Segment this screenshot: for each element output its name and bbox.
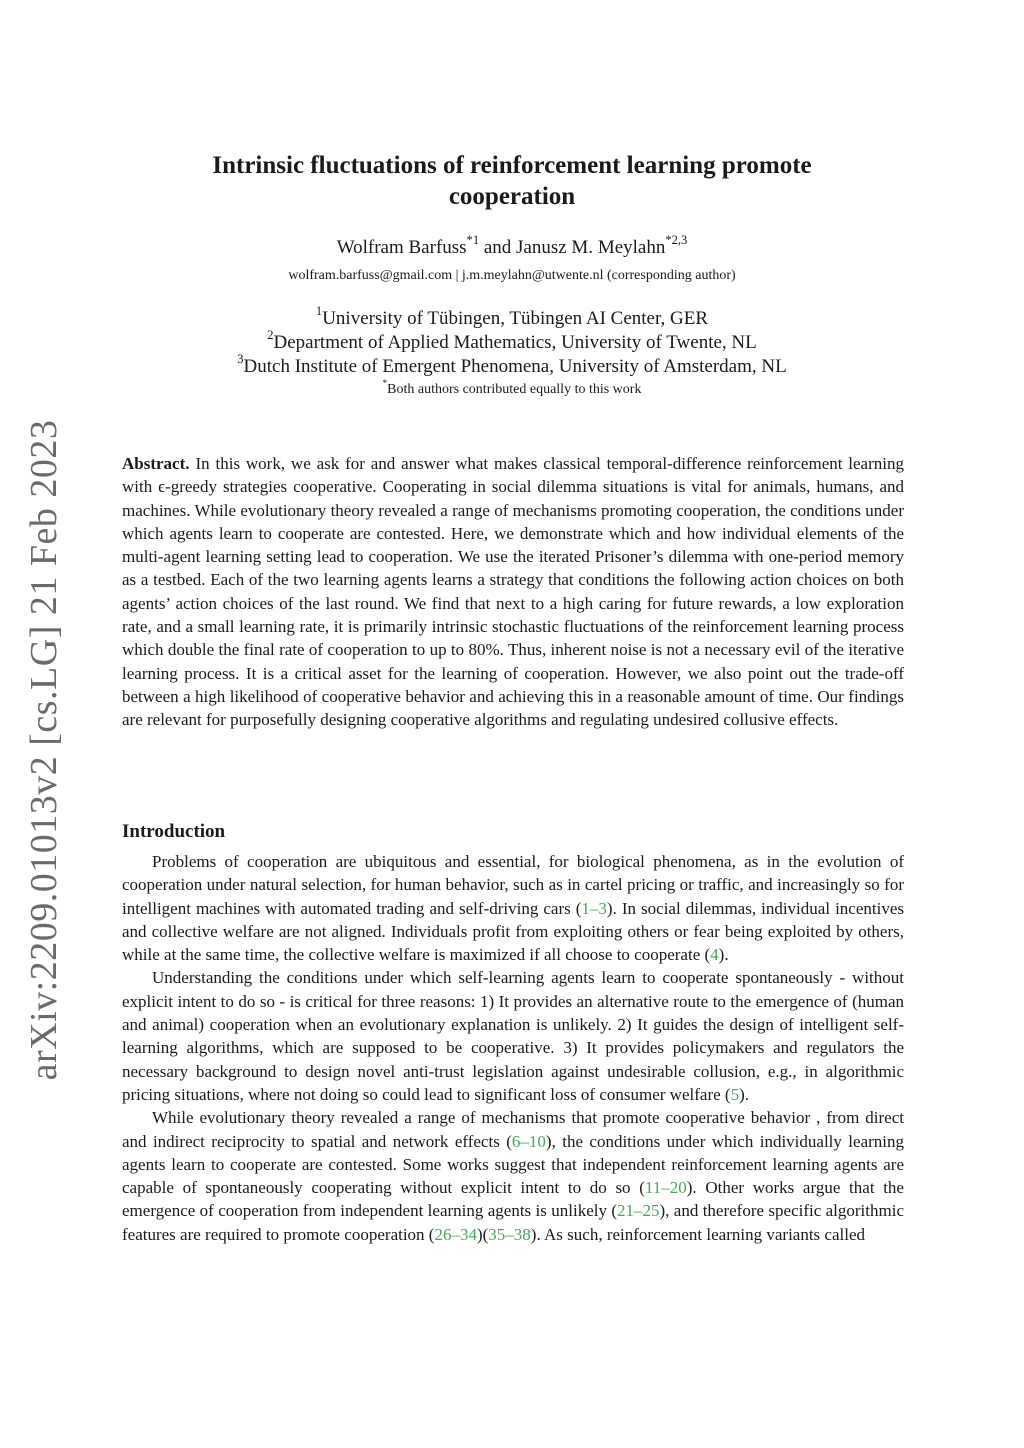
paragraph [122, 850, 904, 966]
author-superscript: *1 [466, 233, 480, 248]
citation-link[interactable]: 4 [710, 945, 719, 965]
affiliation [122, 304, 902, 331]
affiliation-text: Dutch Institute of Emergent Phenomena, University of Amsterdam, NL [243, 356, 787, 377]
citation-link[interactable]: 6–10 [511, 1131, 546, 1151]
title-line-2: cooperation [448, 183, 576, 210]
equal-contribution-text: Both authors contributed equally to this work [387, 382, 642, 397]
citation-link[interactable]: 5 [730, 1084, 740, 1104]
arxiv-sidebar [0, 0, 90, 1448]
paragraph-text: ). As such, reinforcement learning variants called [530, 1224, 866, 1244]
section-heading-introduction: Introduction [122, 821, 226, 842]
affiliation-list [122, 304, 902, 379]
citation-link[interactable]: 1–3 [581, 898, 607, 918]
title-line-1: Intrinsic fluctuations of reinforcement learning promote [212, 152, 812, 179]
paragraph-text: Problems of cooperation are ubiquitous and essential, for biological phenomena, as in the evolution of cooperation under natural selection, for human behavior, such as in cartel pricing or traffic, and increasingly so for intelligent machines with automated trading and self-driving cars ( [122, 852, 904, 918]
paragraph-text: Understanding the conditions under which self-learning agents learn to cooperate spontaneously - without explicit intent to do so - is critical for three reasons: 1) It provides an alternative route to the emergence of (human and animal) cooperation when an evolutionary explanation is unlikely. 2) It guides the design of intelligent self-learning algorithms, which are supposed to be cooperative. 3) It provides policymakers and regulators the necessary background to design novel anti-trust legislation against undesirable collusion, e.g., in algorithmic pricing situations, where not doing so could lead to significant loss of consumer welfare ( [122, 968, 904, 1104]
author-emails: wolfram.barfuss@gmail.com | j.m.meylahn@utwente.nl (corresponding author) [288, 268, 736, 283]
citation-link[interactable]: 35–38 [488, 1224, 531, 1244]
equal-contribution-marker: * [382, 378, 388, 389]
paragraph-text: While evolutionary theory revealed a range of mechanisms that promote cooperative behavior , from direct and indirect reciprocity to spatial and network effects ( [122, 1108, 904, 1151]
citation-link[interactable]: 21–25 [617, 1201, 660, 1221]
equal-contribution-note [122, 378, 902, 398]
affiliation [122, 352, 902, 379]
paragraph-text: )( [476, 1224, 489, 1244]
abstract-label: Abstract. [122, 454, 190, 473]
abstract-text: In this work, we ask for and answer what makes classical temporal-difference reinforcement learning with ϵ-greedy strategies cooperative. Cooperating in social dilemma situations is vital for animals, humans, and machines. While evolutionary theory revealed a range of mechanisms promoting cooperation, the conditions under which agents learn to cooperate are contested. Here, we demonstrate which and how individual elements of the multi-agent learning setting lead to cooperation. We use the iterated Prisoner’s dilemma with one-period memory as a testbed. Each of the two learning agents learns a strategy that conditions the following action choices on both agents’ action choices of the last round. We find that next to a high caring for future rewards, a low exploration rate, and a small learning rate, it is primarily intrinsic stochastic fluctuations of the reinforcement learning process which double the final rate of cooperation to up to 80%. Thus, inherent noise is not a necessary evil of the iterative learning process. It is a critical asset for the learning of cooperation. However, we also point out the trade-off between a high likelihood of cooperative behavior and achieving this in a reasonable amount of time. Our findings are relevant for purposefully designing cooperative algorithms and regulating undesired collusive effects. [122, 454, 904, 730]
paragraph-text: ). Other works argue that the emergence of cooperation from independent learning agents is unlikely ( [122, 1178, 904, 1221]
citation-link[interactable]: 26–34 [434, 1224, 477, 1244]
paragraph [122, 1106, 904, 1246]
affiliation-text: University of Tübingen, Tübingen AI Center, GER [322, 308, 709, 329]
author-list [122, 233, 902, 259]
affiliation-text: Department of Applied Mathematics, University of Twente, NL [273, 332, 757, 353]
paragraph-text: ). [739, 1084, 749, 1104]
author-name: Wolfram Barfuss [336, 237, 467, 258]
paragraph [122, 966, 904, 1106]
arxiv-identifier: arXiv:2209.01013v2 [cs.LG] 21 Feb 2023 [23, 419, 65, 1081]
paragraph-text: ). In social dilemmas, individual incentives and collective welfare are not aligned. Individuals profit from exploiting others or fear being exploited by others, while at the same time, the collective welfare is maximized if all choose to cooperate ( [122, 898, 904, 965]
paragraph-text: ), and therefore specific algorithmic features are required to promote cooperation ( [122, 1201, 904, 1244]
citation-link[interactable]: 11–20 [644, 1178, 687, 1198]
affiliation-number: 1 [315, 304, 323, 319]
paragraph-text: ), the conditions under which individually learning agents learn to cooperate are contested. Some works suggest that independent reinforcement learning agents are capable of spontaneously cooperating without explicit intent to do so ( [122, 1131, 904, 1198]
author-conjunction: and [479, 237, 517, 258]
author-superscript: *2,3 [665, 233, 688, 248]
paper-title [122, 150, 902, 212]
author-name: Janusz M. Meylahn [516, 237, 666, 258]
abstract [122, 452, 904, 732]
introduction-body [122, 850, 904, 1246]
paragraph-text: ). [718, 945, 729, 965]
affiliation-number: 2 [267, 328, 274, 343]
affiliation-number: 3 [237, 352, 244, 367]
